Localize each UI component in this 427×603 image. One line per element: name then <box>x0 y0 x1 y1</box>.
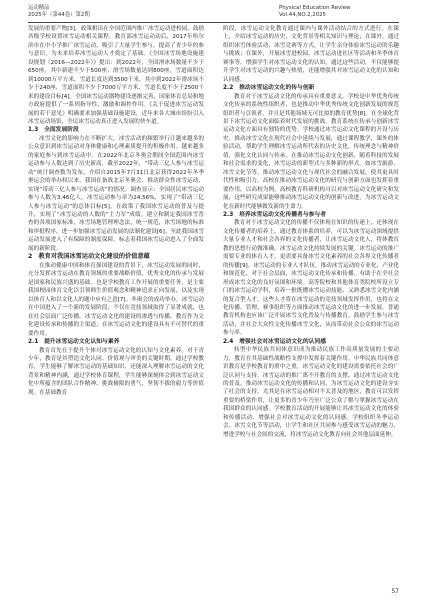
section-heading: 2.2 推动冰雪运动文化的传与创新 <box>223 85 315 92</box>
header-left <box>28 5 90 19</box>
issue-cn: 2025年（第44卷）第2期 <box>28 12 90 18</box>
right-column <box>223 25 399 439</box>
body-paragraph: 教育首先在于提升个体对冰雪运动文化的认知与文化素养。对于青少年，教育是其塑造文化认同、价值观与审美的关键时期，通过学校教育，学生能够了解冰雪运动的基础知识、还能深入理解冰雪运动的文化背景和精神内涵，通过学校体育课程，学生能够深刻体会到冰雪运动文化中所蕴含的团队合作精神、挑战极限的勇气，坚韧不拔的毅力等价值观。在基础教育 <box>28 347 204 396</box>
section-heading: 2.1 提升冰雪运动文化认知与素养 <box>28 339 120 346</box>
section-heading: 1.3 全面发展阶段 <box>28 127 79 134</box>
body-paragraph: 发展的重要产物[3]。政策相出在全国范围内推广冰雪运动进校园，鼓励各级学校设置冰雪运动相关课程。教育部冰雪运动动后，2017年哈尔滨市在中小学推广冰雪运动，吸引了大量学生参与，提高了青少年的参与意识，为未来培养冰雪运动人才奠定了基础。《全国冰雪场地设施建设规划（2016—2022年）》提出：到2022年，全国滑冰场数量不少于650座，其中新建不少于500座；滑雪场数量达到800座，雪道面积达到10000万平方米，雪道长度达到3500千米。其中到2022年滑冰场不少于240座，雪道面积不少于7000万平方米、雪道长度不少于2500千米的建设目标[4]。全国冰雪运动器物建设逐渐完善，国家体育总局和地方政府提供了一系列指导性、激励和调控作用。《关于促进冰雪运动发展的若干意见》明确要求加强基础设施建设，近年来各大城市纷纷引入冰雪运动场馆，全民冰雪运动真正进入发展的快车道。 <box>28 26 204 125</box>
body-paragraph: 教育对于冰雪运动文化的传承具有重要意义。学校是中华优秀传统文化传承的系统性组织者，也是推动中华优秀传统文化创新发展的规范组织者与引领者，并且是其他场域无可比拟的教育优势[8]。在全球化背景下冰雪运动文化面临着时代发展的挑战。教育系统在传承与创新冰雪运动文化方面具有独特的优势。学校通过冰雪运动文化课程的开设与历史、推动冰雪文化在现代社会中延续与发展，通过课程教学，课外的体验活动，帮助学生理解冰雪运动所代表的历史文化，传统理念与精神价值，强化文化认同与传承。在推动冰雪运动文化创新，随着科技的发展和社会需求的变化，冰雪运动的新型式与多种新的形式。如冰雪旅游、冰雪文化节等，推动冰雪运动文化与现代社会的融合发展，使其更具时代性和吸引力。高校在推动冰雪运动文化的研究与创新方面也发挥着重要作用，以高校为例，高校教育科研机构可以对冰雪运动文化研究和发展，这些研究成果能够推动冰雪运动文化的创新与改进，为冰雪运动文化在新时代能够做发新的生命力。 <box>223 93 399 210</box>
body-paragraph: 转型中华民族共同体意识成为推动民族工作高质量发展的主要动力，教育在其基础性战略性支撑中发挥着关键作用，中华民族共同体意识教育是学校教育的重中之重，冰雪运动文化的建设需要依托社会的广泛认同与支持。冰雪运动的推广离不开教育的支撑，通过冰雪运动文化的普及，推动冰雪运动文化的传播和认同，为冰雪运动文化的建设夯实了社会的支持。尤其是在冰雪运动相对不太普及的地区，教育可以发挥重要的桥梁作用，让更多的青少年乃至广泛公众了解与掌握冰雪运动在我国群众的认同感。学校教育活动的开展能够让其冰雪运动文化的体验和传播活动、增强社会对冰雪运动文化的认同感。学校组织冬季运动会、冰雪文化节等活动，让学生和社区共同参与感受冰雪运动的魅力，增进学校与社会间的交流，将冰雪运动文化教育向社会其他层面延伸。 <box>223 347 399 438</box>
issue-en: Vol.44,NO.2,2025 <box>279 12 326 18</box>
body-paragraph: 在推动健康中国和体育强国建设的背景下，冰雪运动发展的同时，充分发挥冰雪运动在教育领域的重要战略价值，优秀文化的传承与发展是国家和民族兴盛的基础。也是学校教育工作开展的重要任务，是主要我国校园体育文化以引领师生价值观念和精神追求正向发展，以及实现以体育人和以文化人的题中应有之意[7]。冬奥会的成功举办，冰雪运动在中国进入了一个新的发展阶段，不仅在竞技领域取得了显著成就，也在社会层面广泛传播。冰雪运动文化的建设的渗透与传播，教育作为文化建设传承和传播的主渠道，在冰雪运动文化的建设具有不可替代的重要作用。 <box>28 263 204 337</box>
left-column <box>28 25 204 397</box>
section-heading: 2.4 增强社会对冰雪运动文化的认同感 <box>223 338 327 345</box>
header-right <box>279 5 399 19</box>
journal-name-cn: 运动精品 <box>28 5 50 11</box>
section-heading: 2 教育对我国冰雪运动文化建设的价值意蕴 <box>28 253 150 261</box>
body-paragraph: 阶段，冰雪运动文化教育通过课内与课外活动结合的方式进行。在课上，介绍冰雪运动的历史、文化背景等相关知识与理论；在课外，通过组织冰雪体验活动、冰雪竞赛等方式，让学生亲身体验冰雪运动的乐趣与挑战；在课外，开展冰雪进校园、冰雪运动进社区等活动和冬季体育赛事等，增强学生对冰雪运动文化的认知，通过这些活动，不仅能够提升学生对冰雪运动的兴趣与热情，还能增强其对冰雪运动文化的认知和认同感。 <box>223 26 399 83</box>
body-paragraph: 冰雪文化的影响力在不断扩大，冰雪活动的频繁举行让越来越多的公众意识到冰雪运动对身体健康和心理素质提升的积极作用。越来越多的家庭参与到冰雪运动中。在2022年北京冬奥会期间全国范围内冰雪运动参与人数达到了历史新高，截至2022年，“带动三亿人参与冰雪运动”统计调查数为发布，介绍自2015年7月31日北京获得2022年冬季奥运会的举办权以来，我国在备战北京冬奥会、推动群众性冰雪运动、实现“带动三亿人参与冰雪运动”的情况。调查显示：全国居民冰雪运动参与人数为3.46亿人，冰雪运动参与率为24.56%，实现了“带动三亿人参与冰雪运动”的总体目标[5]。在政策了我国冰雪运动的普及与提升，实现了“冰雪运动的人数的“主力军”成绩。建立和制定我国冰雪普查的各项国家标准，冰雪场地管理理念法，统一规范，冰雪场地的标准和审批程序，进一步加强冰雪运动发展的法制化建设[6]。至此我国冰雪运动发展进入了有保障的制度保障，标志着我国冰雪运动进入了全面发展的新阶段。 <box>28 135 204 252</box>
journal-name-en: Physical Education Review <box>279 5 351 11</box>
section-heading: 2.3 培养冰雪运动文化传播者与参与者 <box>223 211 327 218</box>
page-number: 57 <box>391 588 399 595</box>
header-divider <box>28 22 399 23</box>
body-paragraph: 教育对于冰雪运动文化的传播不仅体现在知识的传递上，还体现在文化传播者的培养上。通过教育体系的培养，可以为冰雪运动领域提供大量专业人才和社会各界的文化传播者，让冰雪运动文化人，将体教育教的思想行动做准确。冰雪运动文化持续发展的关键。冰雪运动的推广需要专业的体育人才，更需要具备冰雪文化素养的社会各界文化传播者的传播[9]。冰雪运动的专业人才队伍，推动冰雪运动的专业化、产业化和规范化。对于社会层面，冰雪运动文化传承和传播，有助于在全社会形成冰雪文化的良好氛围和环境。高等院校和其他体育类院校所设立专门的冰雪运动学科，培养一批既懂冰雪运动技能、又熟悉冰雪文化内涵的复合型人才，这些人才将在冰雪运动的竞技领域发挥作用，也将在文化传播、管理、赛事组织等方面推动冰雪运动文化的进一步发展。普通教育机构也应该广泛开展冰雪文化普及与传播教育，鼓励学生参与冰雪活动，并社会大众性文化传播冰雪文化，从而带动社会公众的冰雪运动参与率。 <box>223 220 399 337</box>
